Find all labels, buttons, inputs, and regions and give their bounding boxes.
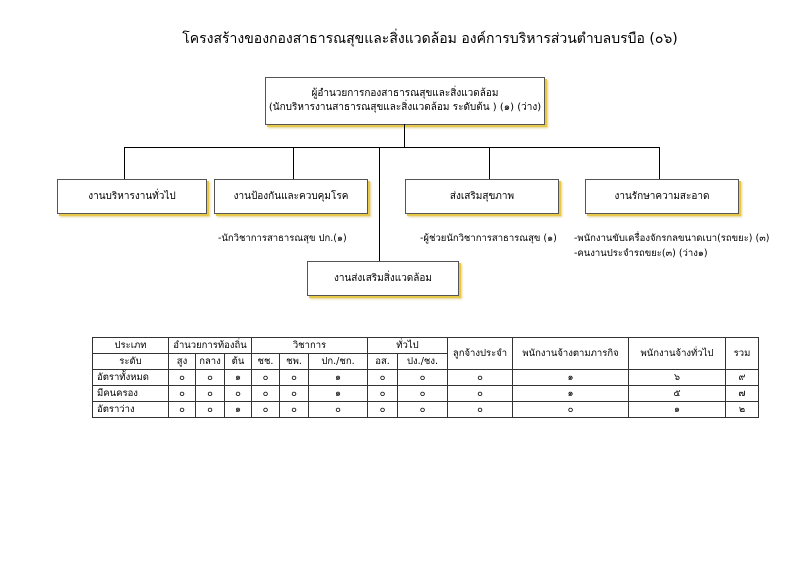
table-row [93, 370, 759, 386]
note-disease-control: -นักวิชาการสาธารณสุข ปก.(๑) [218, 233, 347, 244]
table-cell: ๐ [252, 402, 280, 418]
header-general: ทั่วไป [368, 338, 448, 354]
table-cell: ๐ [196, 386, 225, 402]
table-header-row-1 [93, 338, 759, 354]
connector-horizontal [124, 147, 660, 148]
unit-health-promotion: ส่งเสริมสุขภาพ [405, 179, 559, 214]
table-cell: ๐ [309, 402, 368, 418]
table-cell: ๕ [629, 386, 726, 402]
header-type: ประเภท [93, 338, 169, 354]
table-cell: ๐ [368, 402, 398, 418]
table-cell: ๐ [448, 402, 513, 418]
header-total: รวม [726, 338, 759, 370]
header-level-col: ชช. [252, 354, 280, 370]
table-cell: ๐ [252, 370, 280, 386]
table-row [93, 402, 759, 418]
header-academic: วิชาการ [252, 338, 368, 354]
table-row [93, 386, 759, 402]
head-box-subtitle: (นักบริหารงานสาธารณสุขและสิ่งแวดล้อม ระดับต้น ) (๑) (ว่าง) [268, 102, 542, 113]
header-permanent: ลูกจ้างประจำ [448, 338, 513, 370]
table-cell: ๑ [513, 370, 629, 386]
table-cell: ๖ [629, 370, 726, 386]
header-level-col: กลาง [196, 354, 225, 370]
table-cell: ๐ [252, 386, 280, 402]
table-cell: ๐ [368, 370, 398, 386]
table-cell: ๑ [309, 370, 368, 386]
header-level-col: อส. [368, 354, 398, 370]
table-cell: ๑ [225, 402, 252, 418]
table-cell: ๐ [448, 386, 513, 402]
header-level-col: ปก./ชก. [309, 354, 368, 370]
table-cell: ๗ [726, 386, 759, 402]
table-cell: ๐ [368, 386, 398, 402]
header-mission-employee: พนักงานจ้างตามภารกิจ [513, 338, 629, 370]
note-cleaning-1: -พนักงานขับเครื่องจักรกลขนาดเบา(รถขยะ) (๓) [574, 233, 770, 244]
table-cell: ๐ [280, 402, 309, 418]
table-cell: ๐ [225, 386, 252, 402]
unit-general-admin: งานบริหารงานทั่วไป [57, 179, 207, 214]
header-level-col: ชพ. [280, 354, 309, 370]
table-cell: ๒ [726, 402, 759, 418]
connector-drop-cleaning [659, 147, 660, 179]
page-title: โครงสร้างของกองสาธารณสุขและสิ่งแวดล้อม องค์การบริหารส่วนตำบลบรบือ (๐๖) [182, 31, 678, 47]
table-cell: ๐ [280, 370, 309, 386]
unit-disease-control: งานป้องกันและควบคุมโรค [214, 179, 368, 214]
connector-drop-health [489, 147, 490, 179]
table-cell: ๑ [513, 386, 629, 402]
connector-drop-environment [379, 147, 380, 261]
table-cell: ๐ [398, 402, 448, 418]
table-cell: ๐ [398, 370, 448, 386]
table-cell: ๐ [280, 386, 309, 402]
table-cell: ๑ [225, 370, 252, 386]
table-cell: ๐ [513, 402, 629, 418]
header-general-employee: พนักงานจ้างทั่วไป [629, 338, 726, 370]
connector-drop-disease [293, 147, 294, 179]
table-cell: ๐ [169, 386, 196, 402]
header-level-col: ต้น [225, 354, 252, 370]
header-level: ระดับ [93, 354, 169, 370]
header-level-col: ปง./ชง. [398, 354, 448, 370]
row-label: อัตราว่าง [93, 402, 169, 418]
table-cell: ๙ [726, 370, 759, 386]
staffing-table [92, 337, 759, 418]
table-cell: ๐ [448, 370, 513, 386]
connector-drop-general [124, 147, 125, 179]
row-label: อัตราทั้งหมด [93, 370, 169, 386]
unit-cleaning: งานรักษาความสะอาด [585, 179, 739, 214]
head-box [265, 77, 545, 125]
connector-head-down [404, 124, 405, 147]
row-label: มีคนครอง [93, 386, 169, 402]
note-cleaning-2: -คนงานประจำรถขยะ(๓) (ว่าง๑) [574, 248, 708, 259]
table-cell: ๐ [398, 386, 448, 402]
table-cell: ๑ [629, 402, 726, 418]
header-level-col: สูง [169, 354, 196, 370]
table-cell: ๐ [169, 370, 196, 386]
table-cell: ๐ [196, 370, 225, 386]
table-cell: ๐ [196, 402, 225, 418]
table-cell: ๑ [309, 386, 368, 402]
unit-environment: งานส่งเสริมสิ่งแวดล้อม [307, 261, 459, 296]
header-director: อำนวยการท้องถิ่น [169, 338, 252, 354]
note-health-promotion: -ผู้ช่วยนักวิชาการสาธารณสุข (๑) [420, 233, 557, 244]
table-cell: ๐ [169, 402, 196, 418]
head-box-title: ผู้อำนวยการกองสาธารณสุขและสิ่งแวดล้อม [311, 88, 499, 99]
